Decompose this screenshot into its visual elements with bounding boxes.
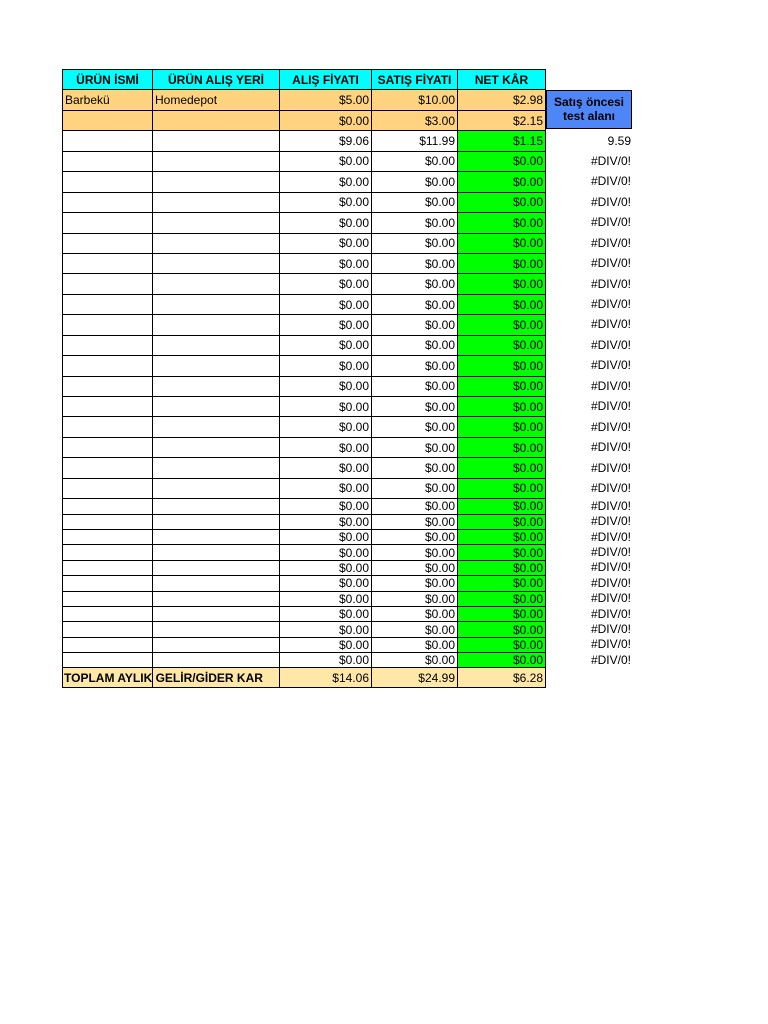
- cell-net-profit[interactable]: $0.00: [457, 355, 546, 375]
- cell-net-profit[interactable]: $0.00: [457, 335, 546, 355]
- header-purchase-place[interactable]: ÜRÜN ALIŞ YERİ: [152, 69, 279, 89]
- table-row: [62, 192, 634, 212]
- empty-rows-group: [62, 151, 634, 668]
- cell-sell-price[interactable]: $0.00: [371, 273, 457, 293]
- cell-buy-price[interactable]: $0.00: [279, 621, 371, 636]
- table-row: [62, 437, 634, 457]
- table-row: [62, 253, 634, 273]
- cell-purchase-place[interactable]: [152, 514, 279, 529]
- cell-product-name[interactable]: [62, 416, 152, 436]
- table-row: [62, 233, 634, 253]
- cell-product-name[interactable]: [62, 637, 152, 652]
- cell-extra: #DIV/0!: [590, 622, 631, 636]
- cell-net-profit[interactable]: $1.15: [457, 130, 546, 150]
- cell-extra: #DIV/0!: [590, 545, 631, 560]
- cell-net-profit[interactable]: $0.00: [457, 514, 546, 529]
- cell-sell-price[interactable]: $0.00: [371, 478, 457, 498]
- cell-net-profit[interactable]: $0.00: [457, 376, 546, 396]
- cell-sell-price[interactable]: $0.00: [371, 606, 457, 621]
- cell-sell-price[interactable]: $0.00: [371, 560, 457, 575]
- totals-label: TOPLAM AYLIK GELİR/GİDER KAR: [64, 670, 263, 685]
- cell-net-profit[interactable]: $0.00: [457, 233, 546, 253]
- table-row: [62, 606, 634, 621]
- cell-net-profit[interactable]: $0.00: [457, 212, 546, 232]
- cell-buy-price[interactable]: $0.00: [279, 437, 371, 457]
- table-row: [62, 151, 634, 171]
- cell-buy-price[interactable]: $0.00: [279, 591, 371, 606]
- cell-sell-price[interactable]: $0.00: [371, 212, 457, 232]
- table-row: [62, 335, 634, 355]
- cell-net-profit[interactable]: $0.00: [457, 396, 546, 416]
- cell-purchase-place[interactable]: [152, 621, 279, 636]
- cell-purchase-place[interactable]: [152, 355, 279, 375]
- cell-purchase-place[interactable]: [152, 478, 279, 498]
- header-product-name[interactable]: ÜRÜN İSMİ: [62, 69, 152, 89]
- cell-buy-price[interactable]: $0.00: [279, 212, 371, 232]
- cell-product-name[interactable]: Barbekü: [62, 89, 152, 109]
- table-row: [62, 575, 634, 590]
- cell-buy-price[interactable]: $0.00: [279, 575, 371, 590]
- cell-purchase-place[interactable]: [152, 529, 279, 544]
- header-extra-empty: [546, 69, 634, 89]
- cell-product-name[interactable]: [62, 110, 152, 130]
- cell-total-extra: [546, 667, 634, 687]
- table-row: [62, 314, 634, 334]
- cell-net-profit[interactable]: $0.00: [457, 652, 546, 667]
- cell-extra: #DIV/0!: [590, 480, 631, 495]
- cell-product-name[interactable]: [62, 514, 152, 529]
- table-row: [62, 514, 634, 529]
- cell-purchase-place[interactable]: Homedepot: [152, 89, 279, 109]
- cell-sell-price[interactable]: $0.00: [371, 575, 457, 590]
- cell-sell-price[interactable]: $0.00: [371, 294, 457, 314]
- cell-purchase-place[interactable]: [152, 273, 279, 293]
- cell-net-profit[interactable]: $0.00: [457, 478, 546, 498]
- cell-purchase-place[interactable]: [152, 171, 279, 191]
- cell-sell-price[interactable]: $0.00: [371, 514, 457, 529]
- cell-buy-price[interactable]: $0.00: [279, 294, 371, 314]
- cell-buy-price[interactable]: $0.00: [279, 233, 371, 253]
- cell-purchase-place[interactable]: [152, 151, 279, 171]
- cell-buy-price[interactable]: $0.00: [279, 192, 371, 212]
- table-row: [62, 416, 634, 436]
- cell-purchase-place[interactable]: [152, 212, 279, 232]
- cell-sell-price[interactable]: $0.00: [371, 171, 457, 191]
- cell-net-profit[interactable]: $0.00: [457, 544, 546, 559]
- cell-net-profit[interactable]: $0.00: [457, 591, 546, 606]
- cell-sell-price[interactable]: $0.00: [371, 416, 457, 436]
- cell-net-profit[interactable]: $0.00: [457, 575, 546, 590]
- cell-product-name[interactable]: [62, 130, 152, 150]
- cell-purchase-place[interactable]: [152, 637, 279, 652]
- table-row: [62, 396, 634, 416]
- cell-sell-price[interactable]: $0.00: [371, 151, 457, 171]
- cell-purchase-place[interactable]: [152, 396, 279, 416]
- cell-buy-price[interactable]: $0.00: [279, 529, 371, 544]
- totals-row: [62, 667, 634, 687]
- cell-sell-price[interactable]: $0.00: [371, 437, 457, 457]
- table-row: [62, 376, 634, 396]
- cell-sell-price[interactable]: $0.00: [371, 314, 457, 334]
- cell-purchase-place[interactable]: [152, 498, 279, 513]
- cell-sell-price[interactable]: $11.99: [371, 130, 457, 150]
- header-row: [62, 69, 634, 89]
- cell-extra: #DIV/0!: [590, 297, 631, 312]
- cell-product-name[interactable]: [62, 457, 152, 477]
- cell-extra: #DIV/0!: [590, 256, 631, 271]
- cell-extra: #DIV/0!: [590, 498, 631, 513]
- cell-net-profit[interactable]: $2.15: [457, 110, 546, 130]
- cell-product-name[interactable]: [62, 253, 152, 273]
- cell-buy-price[interactable]: $0.00: [279, 652, 371, 667]
- cell-product-name[interactable]: [62, 652, 152, 667]
- cell-product-name[interactable]: [62, 151, 152, 171]
- cell-net-profit[interactable]: $0.00: [457, 560, 546, 575]
- cell-extra: #DIV/0!: [590, 419, 631, 434]
- cell-sell-price[interactable]: $10.00: [371, 89, 457, 109]
- cell-buy-price[interactable]: $0.00: [279, 335, 371, 355]
- table-row: [62, 171, 634, 191]
- cell-extra: #DIV/0!: [590, 194, 631, 209]
- cell-net-profit[interactable]: $0.00: [457, 294, 546, 314]
- table-row: [62, 621, 634, 636]
- cell-buy-price[interactable]: $0.00: [279, 110, 371, 130]
- cell-sell-price[interactable]: $0.00: [371, 376, 457, 396]
- cell-purchase-place[interactable]: [152, 130, 279, 150]
- cell-product-name[interactable]: [62, 478, 152, 498]
- cell-total-sell[interactable]: $24.99: [371, 667, 457, 687]
- table-row: [62, 457, 634, 477]
- cell-buy-price[interactable]: $0.00: [279, 457, 371, 477]
- table-row: [62, 273, 634, 293]
- cell-sell-price[interactable]: $0.00: [371, 544, 457, 559]
- test-area-line2: test alanı: [562, 108, 616, 123]
- cell-net-profit[interactable]: $0.00: [457, 529, 546, 544]
- cell-net-profit[interactable]: $0.00: [457, 457, 546, 477]
- cell-purchase-place[interactable]: [152, 110, 279, 130]
- cell-extra: #DIV/0!: [590, 378, 631, 393]
- cell-extra: #DIV/0!: [590, 276, 631, 291]
- table-row: [62, 355, 634, 375]
- cell-sell-price[interactable]: $0.00: [371, 621, 457, 636]
- cell-sell-price[interactable]: $0.00: [371, 591, 457, 606]
- cell-purchase-place[interactable]: [152, 591, 279, 606]
- cell-net-profit[interactable]: $0.00: [457, 437, 546, 457]
- cell-extra: #DIV/0!: [590, 440, 631, 455]
- cell-purchase-place[interactable]: [152, 606, 279, 621]
- cell-purchase-place[interactable]: [152, 575, 279, 590]
- cell-buy-price[interactable]: $0.00: [279, 478, 371, 498]
- cell-net-profit[interactable]: $0.00: [457, 273, 546, 293]
- cell-net-profit[interactable]: $0.00: [457, 606, 546, 621]
- cell-buy-price[interactable]: $0.00: [279, 273, 371, 293]
- cell-sell-price[interactable]: $0.00: [371, 335, 457, 355]
- cell-net-profit[interactable]: $0.00: [457, 151, 546, 171]
- cell-extra: #DIV/0!: [590, 215, 631, 230]
- cell-product-name[interactable]: [62, 376, 152, 396]
- cell-sell-price[interactable]: $0.00: [371, 637, 457, 652]
- cell-product-name[interactable]: [62, 335, 152, 355]
- cell-net-profit[interactable]: $2.98: [457, 89, 546, 109]
- cell-product-name[interactable]: [62, 314, 152, 334]
- cell-extra: #DIV/0!: [590, 337, 631, 352]
- cell-product-name[interactable]: [62, 212, 152, 232]
- spreadsheet: [62, 69, 634, 688]
- table-row: [62, 498, 634, 513]
- cell-product-name[interactable]: [62, 171, 152, 191]
- cell-buy-price[interactable]: $0.00: [279, 498, 371, 513]
- table-row: [62, 212, 634, 232]
- cell-purchase-place[interactable]: [152, 544, 279, 559]
- cell-buy-price[interactable]: $0.00: [279, 544, 371, 559]
- header-net-profit[interactable]: NET KÂR: [457, 69, 546, 89]
- table-row: [62, 652, 634, 667]
- cell-sell-price[interactable]: $0.00: [371, 233, 457, 253]
- cell-net-profit[interactable]: $0.00: [457, 498, 546, 513]
- cell-purchase-place[interactable]: [152, 416, 279, 436]
- cell-extra: #DIV/0!: [590, 399, 631, 414]
- cell-purchase-place[interactable]: [152, 233, 279, 253]
- cell-purchase-place[interactable]: [152, 457, 279, 477]
- cell-sell-price[interactable]: $0.00: [371, 529, 457, 544]
- cell-product-name[interactable]: [62, 560, 152, 575]
- cell-extra: #DIV/0!: [590, 317, 631, 332]
- cell-sell-price[interactable]: $0.00: [371, 192, 457, 212]
- cell-purchase-place[interactable]: [152, 314, 279, 334]
- cell-purchase-place[interactable]: [152, 376, 279, 396]
- cell-total-net[interactable]: $6.28: [457, 667, 546, 687]
- cell-extra: #DIV/0!: [590, 591, 631, 606]
- cell-buy-price[interactable]: $0.00: [279, 637, 371, 652]
- cell-sell-price[interactable]: $0.00: [371, 457, 457, 477]
- cell-product-name[interactable]: [62, 273, 152, 293]
- cell-buy-price[interactable]: $0.00: [279, 355, 371, 375]
- cell-net-profit[interactable]: $0.00: [457, 171, 546, 191]
- cell-buy-price[interactable]: $9.06: [279, 130, 371, 150]
- cell-product-name[interactable]: [62, 355, 152, 375]
- cell-extra: #DIV/0!: [590, 529, 631, 544]
- cell-purchase-place[interactable]: [152, 253, 279, 273]
- cell-extra: #DIV/0!: [590, 358, 631, 373]
- cell-purchase-place[interactable]: [152, 437, 279, 457]
- cell-extra: #DIV/0!: [590, 235, 631, 250]
- cell-buy-price[interactable]: $5.00: [279, 89, 371, 109]
- cell-extra: #DIV/0!: [590, 460, 631, 475]
- cell-net-profit[interactable]: $0.00: [457, 621, 546, 636]
- cell-buy-price[interactable]: $0.00: [279, 606, 371, 621]
- cell-buy-price[interactable]: $0.00: [279, 253, 371, 273]
- test-area-line1: Satış öncesi: [553, 94, 625, 109]
- cell-sell-price[interactable]: $0.00: [371, 498, 457, 513]
- cell-purchase-place[interactable]: [152, 652, 279, 667]
- cell-product-name[interactable]: [62, 294, 152, 314]
- cell-purchase-place[interactable]: [152, 192, 279, 212]
- cell-net-profit[interactable]: $0.00: [457, 253, 546, 273]
- cell-extra: 9.59: [607, 133, 631, 148]
- cell-buy-price[interactable]: $0.00: [279, 151, 371, 171]
- table-row: [62, 529, 634, 544]
- table-row: [62, 637, 634, 652]
- table-row: [62, 591, 634, 606]
- cell-buy-price[interactable]: $0.00: [279, 396, 371, 416]
- cell-extra: #DIV/0!: [590, 174, 631, 189]
- cell-buy-price[interactable]: $0.00: [279, 171, 371, 191]
- cell-buy-price[interactable]: $0.00: [279, 514, 371, 529]
- cell-net-profit[interactable]: $0.00: [457, 416, 546, 436]
- cell-product-name[interactable]: [62, 544, 152, 559]
- cell-net-profit[interactable]: $0.00: [457, 637, 546, 652]
- cell-extra: #DIV/0!: [590, 560, 631, 575]
- cell-product-name[interactable]: [62, 437, 152, 457]
- cell-extra: #DIV/0!: [590, 606, 631, 621]
- cell-net-profit[interactable]: $0.00: [457, 314, 546, 334]
- cell-purchase-place[interactable]: [152, 560, 279, 575]
- cell-product-name[interactable]: [62, 606, 152, 621]
- cell-extra: #DIV/0!: [590, 575, 631, 590]
- cell-product-name[interactable]: [62, 529, 152, 544]
- cell-product-name[interactable]: [62, 591, 152, 606]
- cell-purchase-place[interactable]: [152, 335, 279, 355]
- header-buy-price[interactable]: ALIŞ FİYATI: [279, 69, 371, 89]
- cell-product-name[interactable]: [62, 498, 152, 513]
- cell-total-buy[interactable]: $14.06: [279, 667, 371, 687]
- header-sell-price[interactable]: SATIŞ FİYATI: [371, 69, 457, 89]
- table-row: [62, 544, 634, 559]
- cell-product-name[interactable]: [62, 192, 152, 212]
- cell-extra: #DIV/0!: [590, 652, 631, 667]
- cell-extra: #DIV/0!: [590, 637, 631, 652]
- cell-net-profit[interactable]: $0.00: [457, 192, 546, 212]
- cell-purchase-place[interactable]: [152, 294, 279, 314]
- table-row: [62, 560, 634, 575]
- cell-product-name[interactable]: [62, 575, 152, 590]
- cell-sell-price[interactable]: $0.00: [371, 253, 457, 273]
- cell-sell-price[interactable]: $0.00: [371, 355, 457, 375]
- cell-extra: #DIV/0!: [590, 514, 631, 529]
- cell-product-name[interactable]: [62, 396, 152, 416]
- cell-buy-price[interactable]: $0.00: [279, 416, 371, 436]
- cell-sell-price[interactable]: $3.00: [371, 110, 457, 130]
- cell-buy-price[interactable]: $0.00: [279, 376, 371, 396]
- table-row: [62, 478, 634, 498]
- table-row: [62, 294, 634, 314]
- cell-extra: #DIV/0!: [590, 153, 631, 168]
- cell-product-name[interactable]: [62, 621, 152, 636]
- table-row: [62, 130, 634, 150]
- cell-sell-price[interactable]: $0.00: [371, 652, 457, 667]
- cell-sell-price[interactable]: $0.00: [371, 396, 457, 416]
- cell-buy-price[interactable]: $0.00: [279, 314, 371, 334]
- cell-product-name[interactable]: [62, 233, 152, 253]
- cell-buy-price[interactable]: $0.00: [279, 560, 371, 575]
- pre-sale-test-area[interactable]: [546, 90, 632, 129]
